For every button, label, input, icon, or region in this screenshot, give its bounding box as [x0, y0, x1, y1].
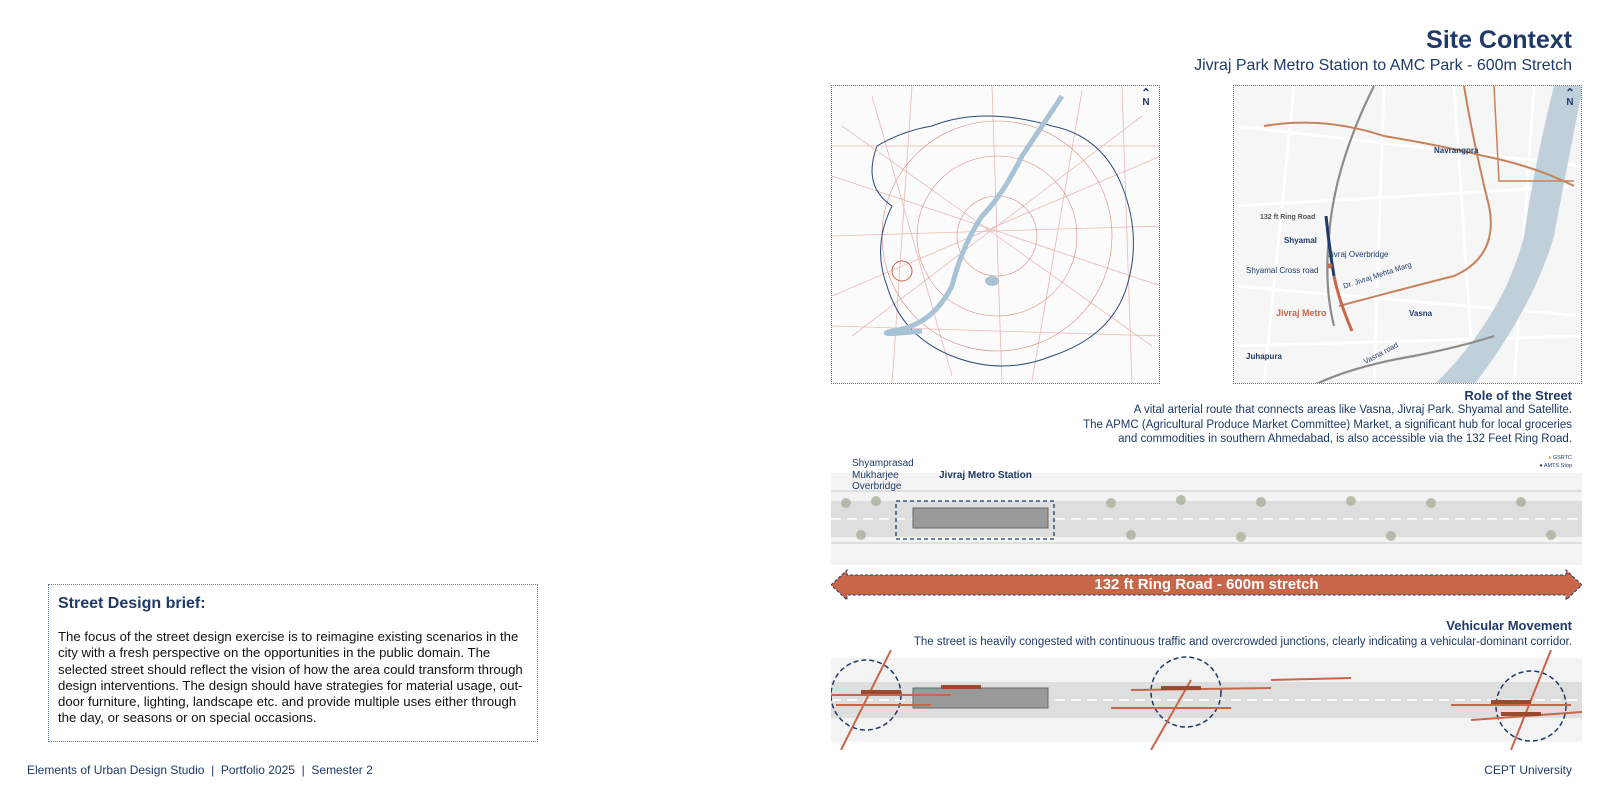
label-juhapura: Juhapura: [1246, 352, 1283, 361]
role-line-2: The APMC (Agricultural Produce Market Committee) Market, a significant hub for local groceries: [1083, 418, 1572, 431]
footer-left: Elements of Urban Design Studio | Portfolio 2025 | Semester 2: [27, 763, 373, 777]
station-label: Jivraj Metro Station: [939, 470, 1032, 481]
label-navrangpura: Navrangpra: [1434, 146, 1479, 155]
street-design-brief: [48, 584, 538, 742]
vehicular-body: The street is heavily congested with continuous traffic and overcrowded junctions, clearly indicating a vehicular-dominant corridor.: [913, 636, 1572, 648]
label-vasna: Vasna: [1409, 309, 1433, 318]
label-mehta-marg: Dr. Jivraj Mehta Marg: [1342, 259, 1413, 291]
vehicular-diagram: [831, 650, 1582, 750]
stretch-label: 132 ft Ring Road - 600m stretch: [1094, 576, 1319, 593]
north-arrow-icon: ⌃ N: [1564, 86, 1575, 108]
legend-gsrtc: GSRTC: [1552, 455, 1572, 461]
brief-title: Street Design brief:: [58, 595, 206, 612]
locator-map-drawing: [1234, 86, 1582, 384]
legend: [1539, 454, 1572, 470]
street-plan: [831, 473, 1582, 565]
label-jivraj-metro: Jivraj Metro: [1276, 308, 1327, 318]
legend-amts: AMTS Stop: [1543, 463, 1572, 469]
north-label: N: [1142, 97, 1150, 108]
overbridge-label-line-2: Mukharjee: [852, 469, 899, 481]
north-arrow-icon: ⌃ N: [1140, 86, 1151, 108]
locator-map: [1233, 85, 1582, 384]
overbridge-label: [852, 458, 914, 493]
overbridge-label-line-1: Shyamprasad: [852, 458, 914, 469]
role-body: [1083, 403, 1572, 447]
label-ring-road: 132 ft Ring Road: [1260, 214, 1316, 221]
label-overbridge: Jivraj Overbridge: [1328, 250, 1389, 259]
role-title: Role of the Street: [1464, 388, 1572, 403]
page-title: Site Context: [1426, 26, 1572, 54]
overbridge-label-line-3: Overbridge: [852, 481, 902, 492]
stretch-band: [831, 568, 1582, 602]
city-map: [831, 85, 1160, 384]
brief-body: The focus of the street design exercise is to reimagine existing scenarios in the city with a fresh perspective on the opportunities in the public domain. The selected street should reflect the vision of how the area could transform through design interventions. The design should have strategies for material usage, out-door furniture, lighting, landscape etc. and provide multiple uses either through the day, or seasons or on special occasions.: [58, 629, 523, 726]
page-subtitle: Jivraj Park Metro Station to AMC Park - 600m Stretch: [1194, 57, 1572, 74]
street-plan-drawing: [831, 473, 1582, 565]
gsrtc-bus-icon: ●: [1547, 455, 1552, 461]
role-line-3: and commodities in southern Ahmedabad, is also accessible via the 132 Feet Ring Road.: [1118, 433, 1572, 445]
footer-right: CEPT University: [1484, 763, 1572, 777]
amts-bus-icon: ●: [1539, 463, 1543, 469]
north-label: N: [1566, 97, 1574, 108]
vehicular-drawing: [831, 650, 1582, 750]
label-vasna-road: Vasna road: [1362, 340, 1400, 366]
label-cross-road: Shyamal Cross road: [1246, 266, 1319, 275]
city-map-drawing: [832, 86, 1160, 384]
label-shyamal: Shyamal: [1284, 236, 1317, 245]
role-line-1: A vital arterial route that connects areas like Vasna, Jivraj Park. Shyamal and Satellite.: [1133, 404, 1572, 416]
vehicular-title: Vehicular Movement: [1446, 618, 1572, 633]
